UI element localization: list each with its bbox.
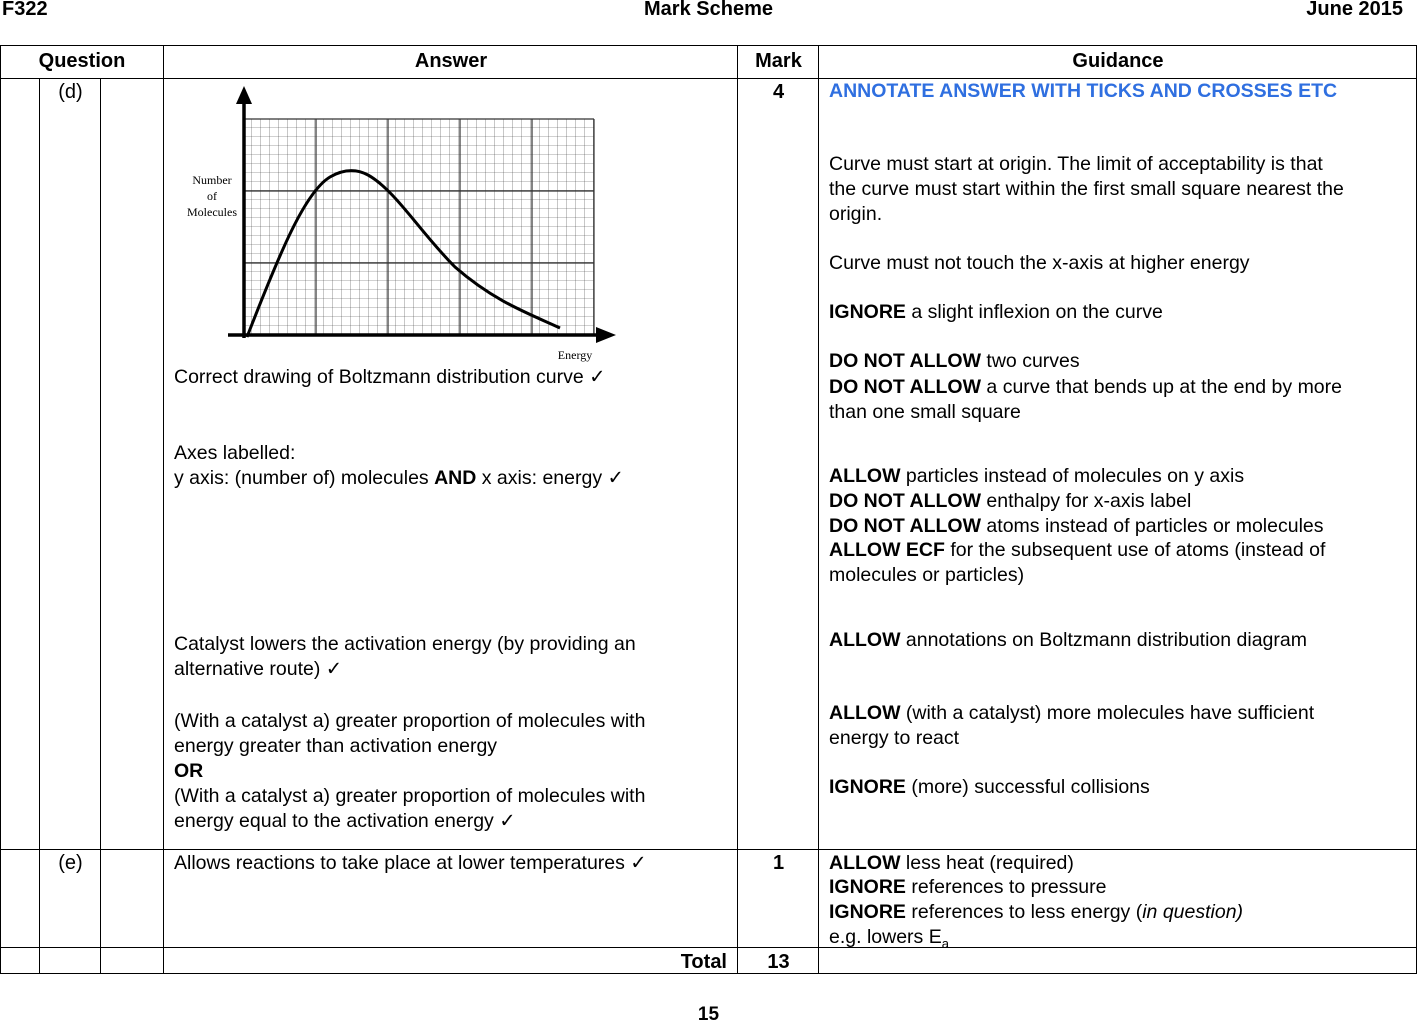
answer-proportion-line4: energy equal to the activation energy ✓ [174, 810, 516, 832]
answer-proportion-line3: (With a catalyst a) greater proportion of molecules with [174, 785, 646, 807]
answer-axes-labelled: Axes labelled: [174, 442, 296, 464]
y-axis-label-line2: of [207, 189, 217, 203]
guidance-allow-annotations: ALLOW annotations on Boltzmann distribution diagram [829, 629, 1307, 651]
guidance-origin-line2: the curve must start within the first small square nearest the [829, 178, 1344, 200]
guidance-origin-line1: Curve must start at origin. The limit of acceptability is that [829, 153, 1323, 175]
answer-or: OR [174, 760, 204, 782]
col-header-mark: Mark [755, 50, 802, 72]
guidance-e-lowers-ea: e.g. lowers $E_a$ [829, 926, 949, 951]
answer-catalyst-line1: Catalyst lowers the activation energy (by providing an [174, 633, 636, 655]
total-label: Total [680, 951, 727, 973]
answer-catalyst-line2: alternative route) ✓ [174, 658, 343, 680]
question-part-e: (e) [58, 852, 83, 874]
y-axis-label-line1: Number [192, 173, 232, 187]
guidance-two-curves: DO NOT ALLOW two curves [829, 350, 1080, 372]
mark-e: 1 [772, 852, 785, 874]
guidance-ignore-collisions: IGNORE (more) successful collisions [829, 776, 1150, 798]
col-header-guidance: Guidance [1072, 50, 1164, 72]
guidance-sufficient-energy-line1: ALLOW (with a catalyst) more molecules have sufficient [829, 702, 1315, 724]
guidance-e-less-heat: ALLOW less heat (required) [829, 852, 1074, 874]
answer-proportion-line2: energy greater than activation energy [174, 735, 498, 757]
guidance-allow-particles: ALLOW particles instead of molecules on y axis [829, 465, 1245, 487]
guidance-bends-up-line2: than one small square [829, 401, 1021, 423]
answer-boltzmann-curve: Correct drawing of Boltzmann distribution curve ✓ [174, 366, 606, 388]
guidance-bends-up-line1: DO NOT ALLOW a curve that bends up at the end by more [829, 376, 1342, 398]
guidance-allow-ecf-line1: ALLOW ECF for the subsequent use of atoms (instead of [829, 539, 1326, 561]
header-code: F322 [2, 0, 48, 20]
guidance-ignore-inflexion: IGNORE a slight inflexion on the curve [829, 301, 1163, 323]
col-header-answer: Answer [414, 50, 488, 72]
page-number: 15 [697, 1004, 720, 1025]
guidance-x-axis-touch: Curve must not touch the x-axis at higher energy [829, 252, 1250, 274]
answer-lower-temperatures: Allows reactions to take place at lower temperatures ✓ [174, 852, 647, 874]
guidance-origin-line3: origin. [829, 203, 883, 225]
guidance-no-enthalpy: DO NOT ALLOW enthalpy for x-axis label [829, 490, 1192, 512]
boltzmann-distribution-graph [170, 82, 630, 367]
guidance-no-atoms: DO NOT ALLOW atoms instead of particles or molecules [829, 515, 1324, 537]
total-value: 13 [767, 951, 790, 973]
answer-axes-detail: y axis: (number of) molecules AND x axis: energy ✓ [174, 467, 624, 489]
guidance-allow-ecf-line2: molecules or particles) [829, 564, 1025, 586]
y-axis-label-line3: Molecules [187, 205, 237, 219]
guidance-annotate-instruction: ANNOTATE ANSWER WITH TICKS AND CROSSES ETC [829, 80, 1338, 102]
guidance-e-less-energy: IGNORE references to less energy (in question) [829, 901, 1244, 923]
mark-d: 4 [772, 81, 785, 103]
guidance-e-pressure: IGNORE references to pressure [829, 876, 1107, 898]
col-header-question: Question [38, 50, 126, 72]
header-title: Mark Scheme [644, 0, 773, 20]
header-date: June 2015 [1306, 0, 1403, 20]
question-part-d: (d) [58, 81, 83, 103]
x-axis-label: Energy [557, 348, 593, 362]
answer-proportion-line1: (With a catalyst a) greater proportion of molecules with [174, 710, 646, 732]
guidance-sufficient-energy-line2: energy to react [829, 727, 960, 749]
